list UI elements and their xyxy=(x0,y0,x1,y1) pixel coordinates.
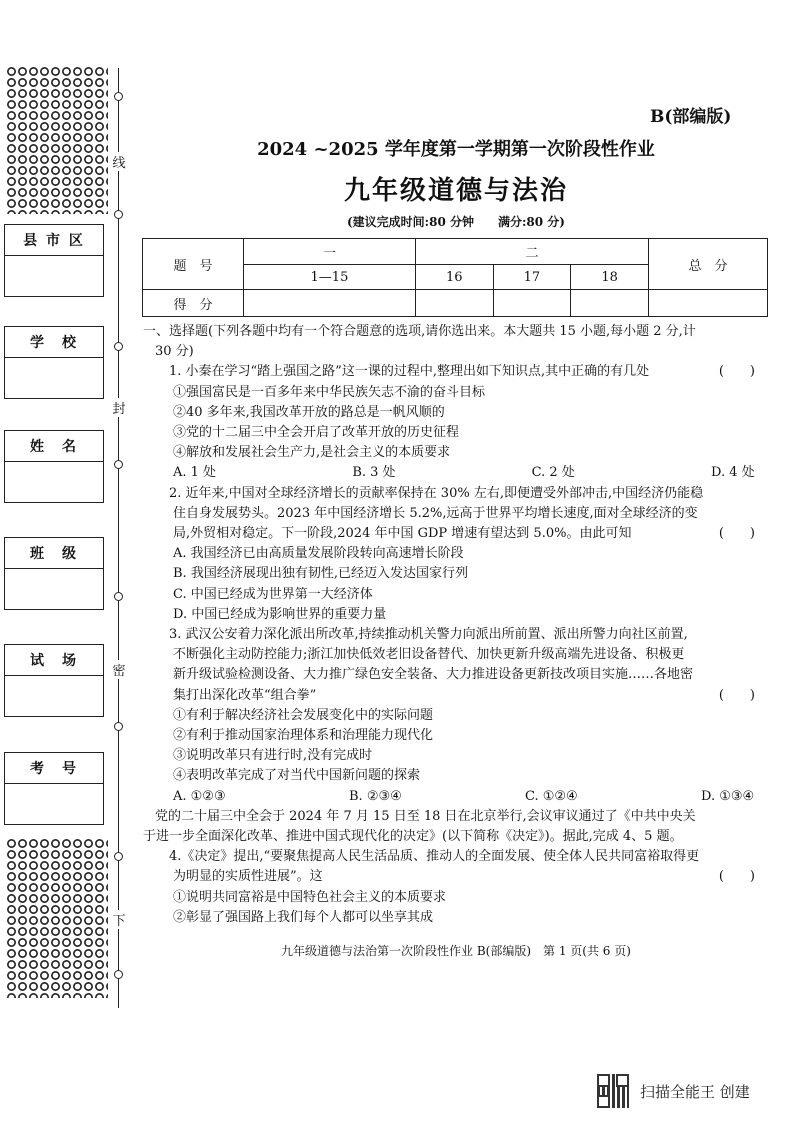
exam-room-field[interactable] xyxy=(4,644,104,717)
q1-item: ③党的十二届三中全会开启了改革开放的历史征程 xyxy=(173,425,460,441)
q3-option-a[interactable]: A. ①②③ xyxy=(173,788,226,804)
seal-circle xyxy=(114,460,123,469)
qr-corner xyxy=(616,1074,629,1087)
qr-corner xyxy=(597,1074,610,1087)
q3-option-b[interactable]: B. ②③④ xyxy=(349,788,402,804)
q3-stem-line: 不断强化主动防控能力;浙江加快低效老旧设备替代、加快更新升级高端先进设备、积极更 xyxy=(173,647,685,663)
q2-answer-bracket[interactable]: ( ) xyxy=(718,526,755,542)
seal-circle xyxy=(114,592,123,601)
q4-stem-text: 为明显的实质性进展”。这 xyxy=(173,869,323,885)
qr-code-icon xyxy=(597,1074,629,1108)
edition-label: B(部编版) xyxy=(650,107,732,127)
scanner-watermark: 扫描全能王 创建 xyxy=(640,1083,750,1101)
score-cell[interactable] xyxy=(493,290,571,317)
q1-stem xyxy=(143,362,771,382)
seal-circle xyxy=(114,852,123,861)
q1-options xyxy=(143,463,771,483)
seal-line xyxy=(118,68,119,1008)
question-number-header: 题 号 xyxy=(143,239,244,290)
q1-item: ①强国富民是一百多年来中华民族矢志不渝的奋斗目标 xyxy=(173,384,486,400)
q4-answer-bracket[interactable]: ( ) xyxy=(718,869,755,885)
col-header: 16 xyxy=(415,265,493,290)
q1-answer-bracket[interactable]: ( ) xyxy=(718,364,755,380)
seal-word-secret: 密 xyxy=(110,660,128,679)
seal-word-seal: 封 xyxy=(110,398,128,417)
score-table xyxy=(142,238,768,317)
q2-option-a[interactable]: A. 我国经济已由高质量发展阶段转向高速增长阶段 xyxy=(173,546,464,562)
name-field[interactable] xyxy=(4,430,104,503)
q1-option-b[interactable]: B. 3 处 xyxy=(352,465,396,481)
col-header: 17 xyxy=(493,265,571,290)
county-field[interactable] xyxy=(4,224,104,297)
school-label: 学 校 xyxy=(5,327,103,358)
seal-word-below: 下 xyxy=(110,910,128,929)
q3-stem-line xyxy=(143,686,771,706)
q3-stem-line: 3. 武汉公安着力深化派出所改革,持续推动机关警力向派出所前置、派出所警力向社区前置, xyxy=(169,627,688,643)
total-score-cell[interactable] xyxy=(649,290,768,317)
q2-stem-line: 2. 近年来,中国对全球经济增长的贡献率保持在 30% 左右,即便遭受外部冲击,中国经济仍能稳 xyxy=(169,485,704,501)
exam-number-field[interactable] xyxy=(4,752,104,825)
col-header: 18 xyxy=(571,265,649,290)
q2-option-b[interactable]: B. 我国经济展现出独有韧性,已经迈入发达国家行列 xyxy=(173,566,468,582)
score-cell[interactable] xyxy=(244,290,416,317)
qr-corner xyxy=(597,1095,610,1108)
seal-circle xyxy=(114,970,123,979)
q3-stem-text: 集打出深化改革“组合拳” xyxy=(173,687,317,703)
seal-circle xyxy=(114,92,123,101)
q2-option-d[interactable]: D. 中国已经成为影响世界的重要力量 xyxy=(173,606,387,622)
exam-title: 2024 ~2025 学年度第一学期第一次阶段性作业 xyxy=(257,139,655,160)
seal-word-line: 线 xyxy=(110,152,128,171)
q4-item: ②彰显了强国路上我们每个人都可以坐享其成 xyxy=(173,909,434,925)
q3-options xyxy=(143,787,771,807)
score-cell[interactable] xyxy=(415,290,493,317)
q2-stem-text: 局,外贸相对稳定。下一阶段,2024 年中国 GDP 增速有望达到 5.0%。由此可知 xyxy=(173,526,632,542)
exam-info: (建议完成时间:80 分钟 满分:80 分) xyxy=(347,215,565,229)
q2-stem-line: 住自身发展势头。2023 年中国经济增长 5.2%,远高于世界平均增长速度,面对全球经济的变 xyxy=(173,505,698,521)
class-label: 班 级 xyxy=(5,538,103,569)
q2-stem-line xyxy=(143,524,771,544)
name-label: 姓 名 xyxy=(5,431,103,462)
q3-item: ④表明改革完成了对当代中国新问题的探索 xyxy=(173,768,421,784)
part2-header: 二 xyxy=(415,239,648,265)
question-content xyxy=(143,322,771,928)
q4-stem-line xyxy=(143,867,771,887)
q1-option-a[interactable]: A. 1 处 xyxy=(173,465,217,481)
q4-item: ①说明共同富裕是中国特色社会主义的本质要求 xyxy=(173,889,447,905)
q3-option-c[interactable]: C. ①②④ xyxy=(525,788,578,804)
q2-option-c[interactable]: C. 中国已经成为世界第一大经济体 xyxy=(173,586,373,602)
seal-circle xyxy=(114,722,123,731)
q1-stem-text: 1. 小秦在学习“踏上强国之路”这一课的过程中,整理出如下知识点,其中正确的有几处 xyxy=(169,364,650,380)
q3-item: ②有利于推动国家治理体系和治理能力现代化 xyxy=(173,728,434,744)
exam-number-label: 考 号 xyxy=(5,753,103,784)
county-label: 县 市 区 xyxy=(5,225,103,256)
total-header: 总 分 xyxy=(649,239,768,290)
school-field[interactable] xyxy=(4,326,104,399)
q3-item: ①有利于解决经济社会发展变化中的实际问题 xyxy=(173,707,434,723)
material-line: 于进一步全面深化改革、推进中国式现代化的决定》(以下简称《决定》)。据此,完成 4、5 题。 xyxy=(143,829,683,845)
section-heading-cont: 30 分) xyxy=(155,344,194,360)
q4-stem-line: 4.《决定》提出,“要聚焦提高人民生活品质、推动人的全面发展、使全体人民共同富裕取得更 xyxy=(169,849,700,865)
exam-room-label: 试 场 xyxy=(5,645,103,676)
subject-title: 九年级道德与法治 xyxy=(343,176,568,206)
q1-item: ②40 多年来,我国改革开放的路总是一帆风顺的 xyxy=(173,404,445,420)
part1-header: 一 xyxy=(244,239,416,265)
score-cell[interactable] xyxy=(571,290,649,317)
q1-option-d[interactable]: D. 4 处 xyxy=(710,465,755,481)
q3-answer-bracket[interactable]: ( ) xyxy=(718,687,755,703)
section-heading: 一、选择题(下列各题中均有一个符合题意的选项,请你选出来。本大题共 15 小题,每小题 2 分,计 xyxy=(143,324,696,339)
q3-stem-line: 新升级试验检测设备、大力推广绿色安全装备、大力推进设备更新技改项目实施……各地密 xyxy=(173,667,694,683)
score-row-label: 得 分 xyxy=(143,290,244,317)
col-header: 1—15 xyxy=(244,265,416,290)
q3-item: ③说明改革只有进行时,没有完成时 xyxy=(173,748,373,764)
q1-item: ④解放和发展社会生产力,是社会主义的本质要求 xyxy=(173,445,451,461)
class-field[interactable] xyxy=(4,537,104,610)
q3-option-d[interactable]: D. ①③④ xyxy=(701,788,755,804)
q1-option-c[interactable]: C. 2 处 xyxy=(531,465,575,481)
decorative-dot-strip-bottom xyxy=(6,838,108,998)
seal-circle xyxy=(114,342,123,351)
page-footer: 九年级道德与法治第一次阶段性作业 B(部编版) 第 1 页(共 6 页) xyxy=(281,944,631,958)
material-line: 党的二十届三中全会于 2024 年 7 月 15 日至 18 日在北京举行,会议审议通过了《中共中央关 xyxy=(155,808,696,824)
